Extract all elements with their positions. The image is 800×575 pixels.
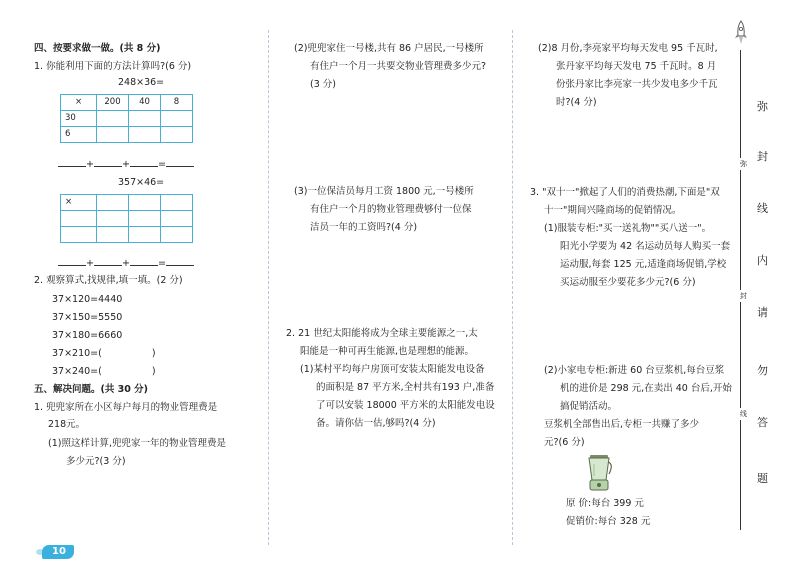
answer-line-1 [58,157,194,171]
problem-text: 备。请你估一估,够吗?(4 分) [316,418,436,429]
expression-2: 357×46= [118,177,165,188]
pattern-line: 37×120=4440 [52,294,123,305]
grid-cell-empty[interactable] [129,195,161,211]
promo-price: 促销价:每台 328 元 [566,516,651,527]
rocket-icon [734,20,748,46]
seal-char: 请 [757,306,768,319]
answer-line-2 [58,256,194,270]
blank[interactable] [58,256,86,266]
blank[interactable] [94,256,122,266]
grid-cell-empty[interactable] [161,211,193,227]
grid-cell-empty[interactable] [129,227,161,243]
grid-cell-empty[interactable] [161,195,193,211]
original-price: 原 价:每台 399 元 [566,498,644,509]
question-2: 2. 观察算式,找规律,填一填。(2 分) [34,275,183,286]
problem-text: 份张丹家比李亮家一共少发电多少千瓦 [556,79,718,90]
grid-cell-empty[interactable] [161,127,193,143]
grid-cell: × [61,195,97,211]
problem-text: 豆浆机全部售出后,专柜一共赚了多少 [544,419,700,430]
pattern-line: 37×180=6660 [52,330,123,341]
plus-sign: + [86,258,94,269]
grid-cell-empty[interactable] [97,127,129,143]
multiplication-grid-1 [60,94,193,143]
problem-text: 有住户一个月一共要交物业管理费多少元? [310,61,487,72]
problem-text: 洁员一年的工资吗?(4 分) [310,222,418,233]
grid-cell-empty[interactable] [97,195,129,211]
blank[interactable] [94,157,122,167]
question-2-solar: 2. 21 世纪太阳能将成为全球主要能源之一,太 [286,328,478,339]
pattern-line: 37×150=5550 [52,312,123,323]
problem-text: 机的进价是 298 元,在卖出 40 台后,开始 [560,383,732,394]
seal-char: 内 [757,254,768,267]
equals-sign: = [157,258,166,269]
grid-cell-empty[interactable] [97,227,129,243]
problem-text: 元?(6 分) [544,437,585,448]
problem-text: 阳能是一种可再生能源,也是理想的能源。 [300,346,475,357]
seal-small-char: 封 [740,292,747,300]
seal-char: 答 [757,416,768,429]
problem-text: 的面积是 87 平方米,全村共有193 户,准备 [316,382,495,393]
paren: ) [151,348,156,359]
pattern-blank-line [52,347,156,360]
grid-cell: × [61,95,97,111]
seal-small-char: 线 [740,410,747,418]
grid-cell: 30 [61,111,97,127]
multiplication-grid-2 [60,194,193,243]
pattern-blank-line [52,365,156,378]
soymilk-maker-icon [582,452,616,494]
grid-cell: 200 [97,95,129,111]
problem-text: 多少元?(3 分) [66,456,126,467]
section4-title: 四、按要求做一做。(共 8 分) [34,43,161,54]
problem-text: (2)兜兜家住一号楼,共有 86 户居民,一号楼所 [294,43,484,54]
grid-cell: 40 [129,95,161,111]
seal-char: 线 [757,202,768,215]
blank[interactable] [130,157,158,167]
problem-text: 搞促销活动。 [560,401,618,412]
problem-text: (1)照这样计算,兜兜家一年的物业管理费是 [48,438,226,449]
grid-cell-empty[interactable] [129,211,161,227]
grid-cell: 8 [161,95,193,111]
plus-sign: + [121,159,130,170]
problem-text: 买运动服至少要花多少元?(6 分) [560,277,696,288]
section5-title: 五、解决问题。(共 30 分) [34,384,149,395]
paren: ) [151,366,156,377]
seal-char: 弥 [757,100,768,113]
blank[interactable] [166,157,194,167]
problem-text: (2)8 月份,李亮家平均每天发电 95 千瓦时, [538,43,718,54]
problem-text: 218元。 [48,419,86,430]
problem-text: 十一"期间兴隆商场的促销情况。 [544,205,682,216]
blank[interactable] [130,256,158,266]
problem-text: 了可以安装 18000 平方米的太阳能发电设 [316,400,495,411]
problem-text: (1)服装专柜:"买一送礼物""买八送一"。 [544,223,712,234]
question-1: 1. 你能利用下面的方法计算吗?(6 分) [34,61,192,72]
problem-text: 阳光小学要为 42 名运动员每人购买一套 [560,241,731,252]
problem-text: 张丹家平均每天发电 75 千瓦时。8 月 [556,61,717,72]
problem-text: (3 分) [310,79,336,90]
grid-cell-empty[interactable] [161,227,193,243]
problem-text: (2)小家电专柜:新进 60 台豆浆机,每台豆浆 [544,365,725,376]
grid-cell-empty[interactable] [61,211,97,227]
equals-sign: = [157,159,166,170]
grid-cell-empty[interactable] [129,111,161,127]
page-number: 10 [42,545,74,559]
grid-cell-empty[interactable] [129,127,161,143]
column-divider [512,30,513,545]
expression-1: 248×36= [118,77,165,88]
problem-text: 时?(4 分) [556,97,597,108]
grid-cell-empty[interactable] [97,211,129,227]
seal-char: 勿 [757,364,768,377]
plus-sign: + [121,258,130,269]
grid-cell: 6 [61,127,97,143]
problem-text: 运动服,每套 125 元,适逢商场促销,学校 [560,259,727,270]
grid-cell-empty[interactable] [61,227,97,243]
pattern-expr: 37×210=( [52,348,102,359]
problem-text: (3)一位保洁员每月工资 1800 元,一号楼所 [294,186,474,197]
grid-cell-empty[interactable] [161,111,193,127]
column-divider [268,30,269,545]
blank[interactable] [58,157,86,167]
blank[interactable] [166,256,194,266]
seal-char: 题 [757,472,768,485]
seal-small-char: 弥 [740,160,747,168]
plus-sign: + [86,159,94,170]
grid-cell-empty[interactable] [97,111,129,127]
problem-text: 有住户一个月的物业管理费够付一位保 [310,204,472,215]
question-3: 3. "双十一"掀起了人们的消费热潮,下面是"双 [530,187,720,198]
seal-char: 封 [757,150,768,163]
problem-text: 1. 兜兜家所在小区每户每月的物业管理费是 [34,402,218,413]
pattern-expr: 37×240=( [52,366,102,377]
problem-text: (1)某村平均每户房顶可安装太阳能发电设备 [300,364,485,375]
